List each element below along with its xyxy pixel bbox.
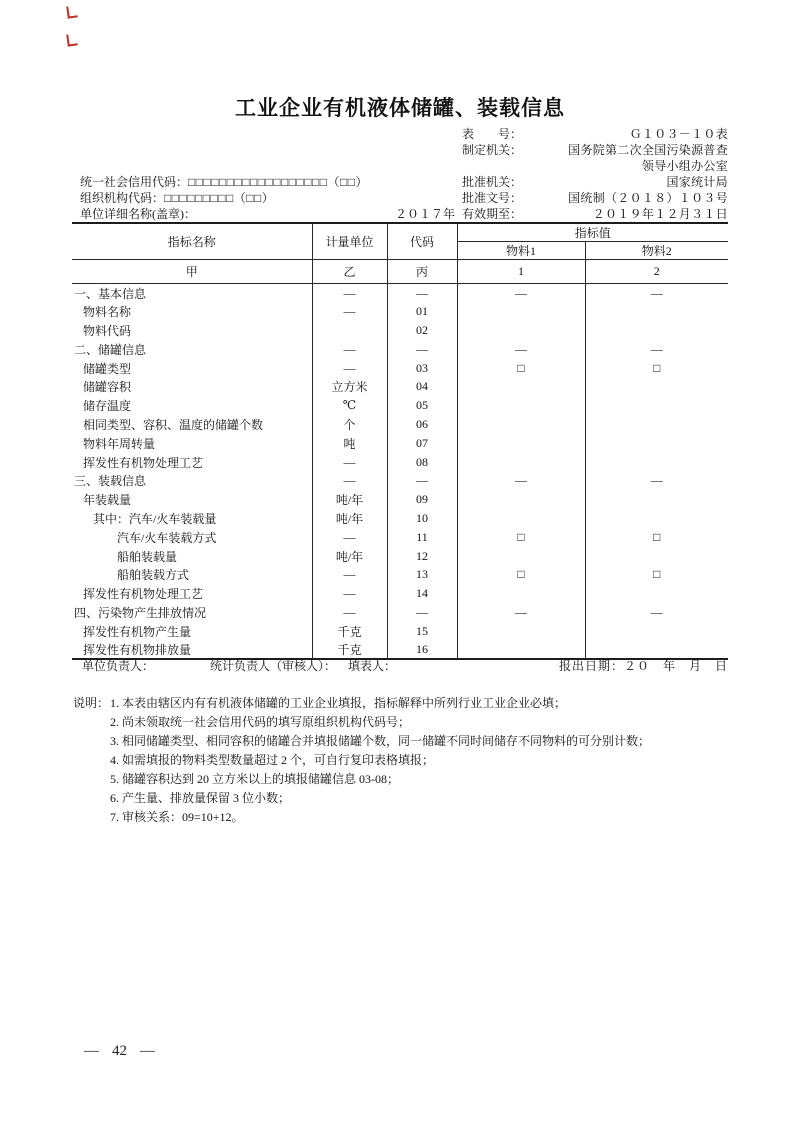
- unit-cell: —: [312, 453, 387, 472]
- code-cell: 10: [387, 509, 457, 528]
- note-line: 1. 本表由辖区内有有机液体储罐的工业企业填报，指标解释中所列行业工业企业必填；: [110, 696, 567, 710]
- notes-lines: [110, 694, 723, 827]
- indicator-name-cell: 储存温度: [83, 399, 132, 414]
- material-2-value-cell: □: [585, 528, 728, 547]
- org-code-row: [80, 190, 455, 206]
- table-row: [72, 641, 728, 660]
- meta-row: [462, 158, 728, 174]
- key-cell: 甲: [72, 260, 312, 284]
- code-cell: 16: [387, 641, 457, 660]
- code-cell: 06: [387, 415, 457, 434]
- code-cell: 14: [387, 584, 457, 603]
- indicator-name-cell: 储罐容积: [83, 380, 132, 395]
- code-cell: 15: [387, 622, 457, 641]
- material-1-value-cell: [457, 547, 585, 566]
- unit-cell: 吨: [312, 434, 387, 453]
- signature-row: [0, 658, 800, 674]
- indicator-name-cell: 二、储罐信息: [74, 342, 147, 357]
- meta-value: 国统制（２０１８）１０３号: [568, 191, 728, 205]
- page-number-dash: —: [84, 1043, 99, 1059]
- unit-cell: 吨/年: [312, 547, 387, 566]
- material-1-value-cell: [457, 434, 585, 453]
- material-2-value-cell: [585, 415, 728, 434]
- indicator-table: [72, 222, 728, 660]
- material-2-value-cell: □: [585, 359, 728, 378]
- material-2-value-cell: [585, 641, 728, 660]
- meta-row: [462, 206, 728, 222]
- unit-name-row: [80, 206, 455, 222]
- meta-row: [462, 126, 728, 142]
- key-cell: 乙: [312, 260, 387, 284]
- material-1-value-cell: [457, 509, 585, 528]
- credit-code-boxes: □□□□□□□□□□□□□□□□□□（□□）: [188, 175, 368, 189]
- note-line: 6. 产生量、排放量保留 3 位小数；: [110, 791, 291, 805]
- indicator-name-cell: 挥发性有机物产生量: [83, 624, 192, 639]
- indicator-name-cell: 挥发性有机物排放量: [83, 643, 192, 658]
- meta-label: 表 号：: [462, 127, 523, 141]
- unit-cell: —: [312, 584, 387, 603]
- note-line: 4. 如需填报的物料类型数量超过 2 个，可自行复印表格填报；: [110, 753, 435, 767]
- meta-label: 有效期至：: [462, 207, 523, 221]
- code-cell: —: [387, 603, 457, 622]
- col-header-name: 指标名称: [72, 223, 312, 260]
- code-cell: 03: [387, 359, 457, 378]
- unit-cell: —: [312, 302, 387, 321]
- indicator-name-cell: 船舶装载量: [117, 549, 178, 564]
- unit-cell: —: [312, 340, 387, 359]
- material-1-value-cell: [457, 302, 585, 321]
- material-1-value-cell: □: [457, 359, 585, 378]
- indicator-name-cell: 物料年周转量: [83, 436, 156, 451]
- unit-cell: 立方米: [312, 377, 387, 396]
- material-1-value-cell: [457, 490, 585, 509]
- table-row: [72, 622, 728, 641]
- meta-value: Ｇ１０３－１０表: [629, 127, 728, 141]
- material-2-value-cell: —: [585, 603, 728, 622]
- credit-code-label: 统一社会信用代码：: [80, 175, 189, 189]
- code-cell: 04: [387, 377, 457, 396]
- page-title: 工业企业有机液体储罐、装载信息: [235, 96, 565, 120]
- code-cell: —: [387, 284, 457, 303]
- note-line: 3. 相同储罐类型、相同容积的储罐合并填报储罐个数，同一储罐不同时间储存不同物料的可分别计数；: [110, 734, 651, 748]
- page-number: [84, 1042, 155, 1060]
- indicator-name-cell: 物料名称: [83, 305, 132, 320]
- red-annotation-mark: [66, 33, 77, 46]
- unit-cell: 千克: [312, 622, 387, 641]
- notes-block: [73, 694, 723, 827]
- unit-cell: [312, 321, 387, 340]
- material-2-value-cell: [585, 509, 728, 528]
- col-header-material-1: 物料1: [457, 242, 585, 260]
- indicator-table-body: [72, 284, 728, 660]
- material-2-value-cell: [585, 377, 728, 396]
- meta-value: 领导小组办公室: [641, 159, 728, 173]
- table-row: [72, 321, 728, 340]
- material-2-value-cell: [585, 302, 728, 321]
- unit-cell: ℃: [312, 396, 387, 415]
- key-cell: 1: [457, 260, 585, 284]
- indicator-name-cell: 船舶装载方式: [117, 568, 190, 583]
- material-2-value-cell: [585, 622, 728, 641]
- page-number-dash: —: [140, 1043, 155, 1059]
- material-1-value-cell: —: [457, 471, 585, 490]
- org-code-label: 组织机构代码：: [80, 191, 165, 205]
- indicator-name-cell: 物料代码: [83, 323, 132, 338]
- material-2-value-cell: [585, 396, 728, 415]
- indicator-name-cell: 四、污染物产生排放情况: [74, 605, 207, 620]
- material-1-value-cell: —: [457, 603, 585, 622]
- unit-cell: 个: [312, 415, 387, 434]
- table-row: [72, 359, 728, 378]
- meta-label: 制定机关：: [462, 143, 523, 157]
- material-1-value-cell: □: [457, 528, 585, 547]
- org-code-boxes: □□□□□□□□□（□□）: [164, 191, 275, 205]
- table-row: [72, 509, 728, 528]
- col-header-material-2: 物料2: [585, 242, 728, 260]
- table-row: [72, 547, 728, 566]
- material-1-value-cell: □: [457, 565, 585, 584]
- code-cell: —: [387, 340, 457, 359]
- code-cell: 13: [387, 565, 457, 584]
- table-row: [72, 396, 728, 415]
- unit-cell: —: [312, 603, 387, 622]
- stats-leader-label: 统计负责人（审核人）：: [210, 659, 337, 673]
- table-row: [72, 434, 728, 453]
- material-2-value-cell: —: [585, 471, 728, 490]
- unit-cell: 千克: [312, 641, 387, 660]
- table-row: [72, 340, 728, 359]
- material-2-value-cell: □: [585, 565, 728, 584]
- key-cell: 丙: [387, 260, 457, 284]
- col-header-unit: 计量单位: [312, 223, 387, 260]
- unit-name-label: 单位详细名称(盖章)：: [80, 207, 196, 221]
- meta-row: [462, 174, 728, 190]
- credit-code-row: [80, 174, 455, 190]
- material-1-value-cell: —: [457, 284, 585, 303]
- table-row: [72, 565, 728, 584]
- unit-cell: —: [312, 359, 387, 378]
- table-key-row: [72, 260, 728, 284]
- material-1-value-cell: [457, 641, 585, 660]
- meta-value: 国家统计局: [666, 175, 728, 189]
- meta-row: [462, 190, 728, 206]
- report-year: ２０１７年: [394, 207, 455, 221]
- unit-leader-label: 单位负责人：: [82, 659, 155, 673]
- red-annotation-mark: [66, 5, 77, 18]
- code-cell: —: [387, 471, 457, 490]
- note-line: 2. 尚未领取统一社会信用代码的填写原组织机构代码号；: [110, 715, 411, 729]
- meta-value: 国务院第二次全国污染源普查: [568, 143, 728, 157]
- indicator-table-head: [72, 223, 728, 284]
- material-2-value-cell: [585, 584, 728, 603]
- table-row: [72, 584, 728, 603]
- material-1-value-cell: [457, 453, 585, 472]
- material-1-value-cell: [457, 396, 585, 415]
- material-2-value-cell: [585, 453, 728, 472]
- indicator-name-cell: 一、基本信息: [74, 286, 147, 301]
- material-2-value-cell: —: [585, 284, 728, 303]
- material-1-value-cell: [457, 321, 585, 340]
- material-1-value-cell: —: [457, 340, 585, 359]
- table-row: [72, 603, 728, 622]
- indicator-name-cell: 汽车/火车装载方式: [117, 530, 217, 545]
- indicator-name-cell: 挥发性有机物处理工艺: [83, 455, 204, 470]
- indicator-name-cell: 年装载量: [83, 493, 132, 508]
- report-date-label: 报出日期：２０ 年 月 日: [558, 659, 728, 673]
- notes-label: 说明：: [73, 696, 110, 710]
- indicator-name-cell: 挥发性有机物处理工艺: [83, 587, 204, 602]
- table-row: [72, 284, 728, 303]
- table-row: [72, 453, 728, 472]
- indicator-name-cell: 三、装载信息: [74, 474, 147, 489]
- code-cell: 05: [387, 396, 457, 415]
- note-line: 7. 审核关系：09=10+12。: [110, 810, 244, 824]
- col-header-code: 代码: [387, 223, 457, 260]
- unit-cell: 吨/年: [312, 509, 387, 528]
- unit-cell: 吨/年: [312, 490, 387, 509]
- table-row: [72, 415, 728, 434]
- table-row: [72, 377, 728, 396]
- page-number-value: 42: [112, 1043, 127, 1059]
- code-cell: 08: [387, 453, 457, 472]
- material-2-value-cell: [585, 434, 728, 453]
- table-row: [72, 302, 728, 321]
- table-row: [72, 528, 728, 547]
- unit-cell: —: [312, 565, 387, 584]
- code-cell: 07: [387, 434, 457, 453]
- note-line: 5. 储罐容积达到 20 立方米以上的填报储罐信息 03-08；: [110, 772, 399, 786]
- code-cell: 01: [387, 302, 457, 321]
- meta-label: 批准文号：: [462, 191, 523, 205]
- indicator-name-cell: 储罐类型: [83, 361, 132, 376]
- unit-cell: —: [312, 528, 387, 547]
- key-cell: 2: [585, 260, 728, 284]
- material-1-value-cell: [457, 622, 585, 641]
- meta-label: [462, 158, 528, 174]
- code-cell: 02: [387, 321, 457, 340]
- material-2-value-cell: [585, 321, 728, 340]
- table-header-row: [72, 223, 728, 242]
- table-row: [72, 490, 728, 509]
- unit-cell: —: [312, 284, 387, 303]
- material-2-value-cell: [585, 490, 728, 509]
- table-row: [72, 471, 728, 490]
- header-meta: [462, 126, 728, 222]
- col-header-value-group: 指标值: [457, 223, 728, 242]
- form-filler-label: 填表人：: [348, 659, 397, 673]
- meta-value: ２０１９年１２月３１日: [592, 207, 728, 221]
- code-cell: 12: [387, 547, 457, 566]
- header-left-block: [80, 174, 455, 222]
- material-1-value-cell: [457, 415, 585, 434]
- material-1-value-cell: [457, 584, 585, 603]
- indicator-name-cell: 相同类型、容积、温度的储罐个数: [83, 417, 264, 432]
- material-1-value-cell: [457, 377, 585, 396]
- code-cell: 11: [387, 528, 457, 547]
- meta-label: 批准机关：: [462, 175, 523, 189]
- unit-cell: —: [312, 471, 387, 490]
- indicator-name-cell: 其中：汽车/火车装载量: [93, 511, 217, 526]
- meta-row: [462, 142, 728, 158]
- material-2-value-cell: —: [585, 340, 728, 359]
- code-cell: 09: [387, 490, 457, 509]
- material-2-value-cell: [585, 547, 728, 566]
